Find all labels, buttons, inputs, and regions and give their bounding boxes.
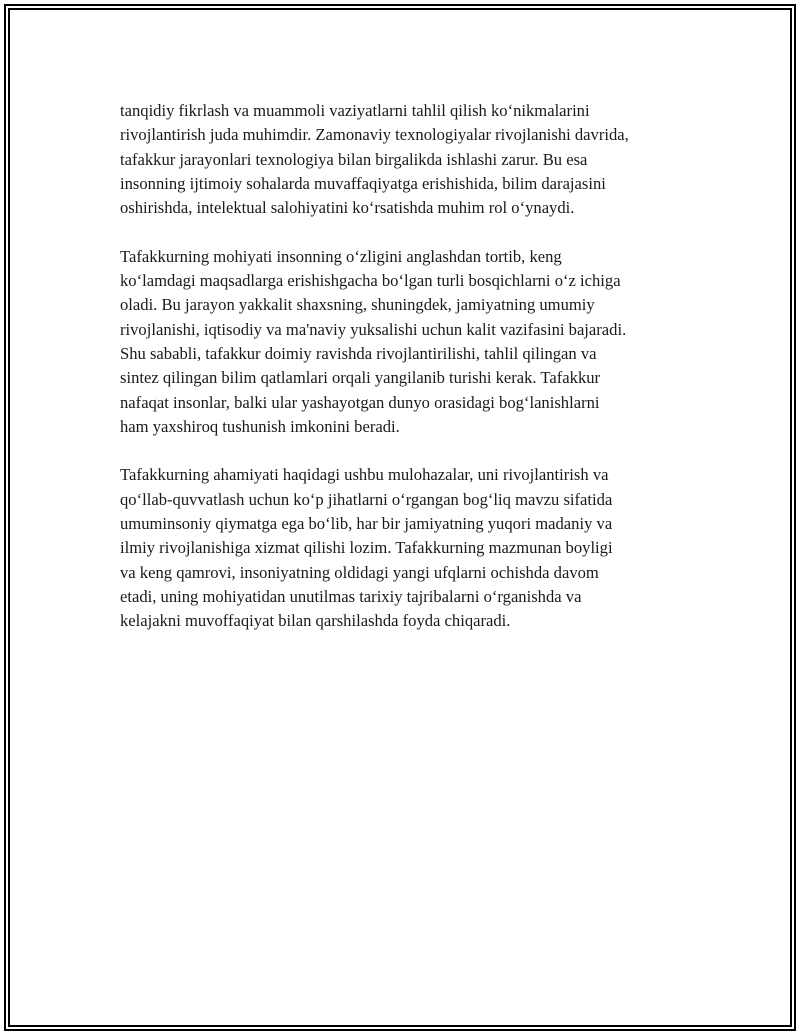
- text-line: oladi. Bu jarayon yakkalit shaxsning, shuningdek, jamiyatning umumiy: [120, 295, 595, 315]
- text-line: insonning ijtimoiy sohalarda muvaffaqiyatga erishishida, bilim darajasini: [120, 173, 606, 193]
- text-line: tafakkur jarayonlari texnologiya bilan birgalikda ishlashi zarur. Bu esa: [120, 149, 588, 169]
- text-line: ilmiy rivojlanishiga xizmat qilishi lozim. Tafakkurning mazmunan boyligi: [120, 538, 613, 558]
- text-line: va keng qamrovi, insoniyatning oldidagi yangi ufqlarni ochishda davom: [120, 562, 599, 582]
- paragraph-3: [120, 463, 700, 633]
- text-line: tanqidiy fikrlash va muammoli vaziyatlarni tahlil qilish ko‘nikmalarini: [120, 101, 590, 120]
- paragraph-1: [120, 99, 700, 220]
- text-line: sintez qilingan bilim qatlamlari orqali yangilanib turishi kerak. Tafakkur: [120, 368, 601, 388]
- text-line: Tafakkurning mohiyati insonning o‘zligini anglashdan tortib, keng: [120, 246, 562, 266]
- text-line: ham yaxshiroq tushunish imkonini beradi.: [120, 416, 400, 436]
- text-line: rivojlantirish juda muhimdir. Zamonaviy texnologiyalar rivojlanishi davrida,: [120, 125, 629, 145]
- paragraph-2: [120, 245, 700, 439]
- text-line: nafaqat insonlar, balki ular yashayotgan dunyo orasidagi bog‘lanishlarni: [120, 392, 600, 412]
- text-line: oshirishda, intelektual salohiyatini ko‘rsatishda muhim rol o‘ynaydi.: [120, 198, 575, 218]
- text-line: qo‘llab-quvvatlash uchun ko‘p jihatlarni o‘rgangan bog‘liq mavzu sifatida: [120, 489, 613, 509]
- page-border: [4, 4, 796, 1031]
- text-line: etadi, uning mohiyatidan unutilmas tarixiy tajribalarni o‘rganishda va: [120, 586, 582, 606]
- text-line: kelajakni muvoffaqiyat bilan qarshilashda foyda chiqaradi.: [120, 611, 511, 631]
- text-line: Shu sababli, tafakkur doimiy ravishda rivojlantirilishi, tahlil qilingan va: [120, 343, 597, 363]
- text-line: rivojlanishi, iqtisodiy va ma'naviy yuksalishi uchun kalit vazifasini bajaradi.: [120, 319, 627, 339]
- document-body: [120, 99, 700, 658]
- text-line: umuminsoniy qiymatga ega bo‘lib, har bir jamiyatning yuqori madaniy va: [120, 514, 613, 534]
- text-line: Tafakkurning ahamiyati haqidagi ushbu mulohazalar, uni rivojlantirish va: [120, 465, 609, 485]
- text-line: ko‘lamdagi maqsadlarga erishishgacha bo‘lgan turli bosqichlarni o‘z ichiga: [120, 271, 621, 291]
